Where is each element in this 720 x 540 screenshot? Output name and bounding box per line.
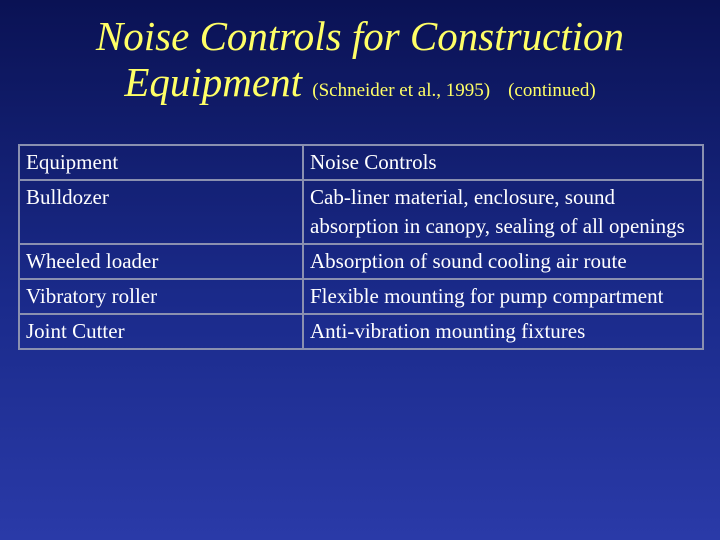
header-equipment: Equipment bbox=[19, 145, 303, 180]
cell-noise-controls: Absorption of sound cooling air route bbox=[303, 244, 703, 279]
title-equipment: Equipment bbox=[124, 58, 302, 105]
title-continued: (continued) bbox=[508, 79, 596, 101]
header-noise-controls: Noise Controls bbox=[303, 145, 703, 180]
cell-noise-controls: Anti-vibration mounting fixtures bbox=[303, 314, 703, 349]
table-header-row bbox=[19, 145, 703, 180]
cell-equipment: Vibratory roller bbox=[19, 279, 303, 314]
cell-equipment: Wheeled loader bbox=[19, 244, 303, 279]
table-row bbox=[19, 244, 703, 279]
title-line-2 bbox=[0, 60, 720, 106]
cell-noise-controls: Cab-liner material, enclosure, sound absorption in canopy, sealing of all openings bbox=[303, 180, 703, 244]
table-row bbox=[19, 180, 703, 244]
noise-controls-table bbox=[18, 144, 704, 350]
table-row bbox=[19, 314, 703, 349]
cell-equipment: Joint Cutter bbox=[19, 314, 303, 349]
cell-equipment: Bulldozer bbox=[19, 180, 303, 244]
title-citation: (Schneider et al., 1995) bbox=[312, 79, 491, 101]
title-line-1: Noise Controls for Construction bbox=[95, 13, 625, 59]
cell-noise-controls: Flexible mounting for pump compartment bbox=[303, 279, 703, 314]
slide-title bbox=[0, 14, 720, 106]
table-row bbox=[19, 279, 703, 314]
